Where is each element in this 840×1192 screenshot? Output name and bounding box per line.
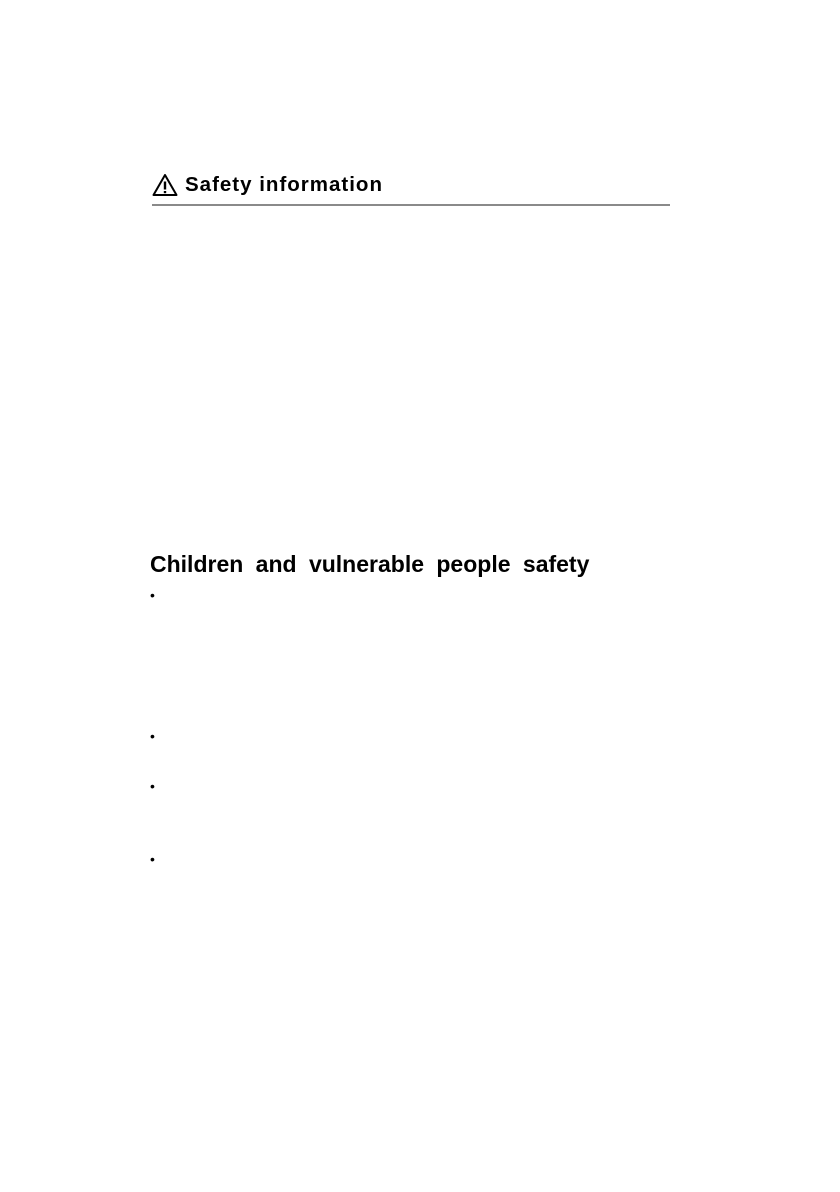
bullet-marker: • (150, 851, 155, 867)
bullet-marker: • (150, 728, 155, 744)
warning-triangle-icon (152, 173, 178, 197)
subsection-title: Children and vulnerable people safety (150, 551, 590, 577)
bullet-marker: • (150, 587, 155, 603)
section-header (152, 170, 670, 206)
section-title: Safety information (185, 173, 383, 196)
bullet-marker: • (150, 778, 155, 794)
